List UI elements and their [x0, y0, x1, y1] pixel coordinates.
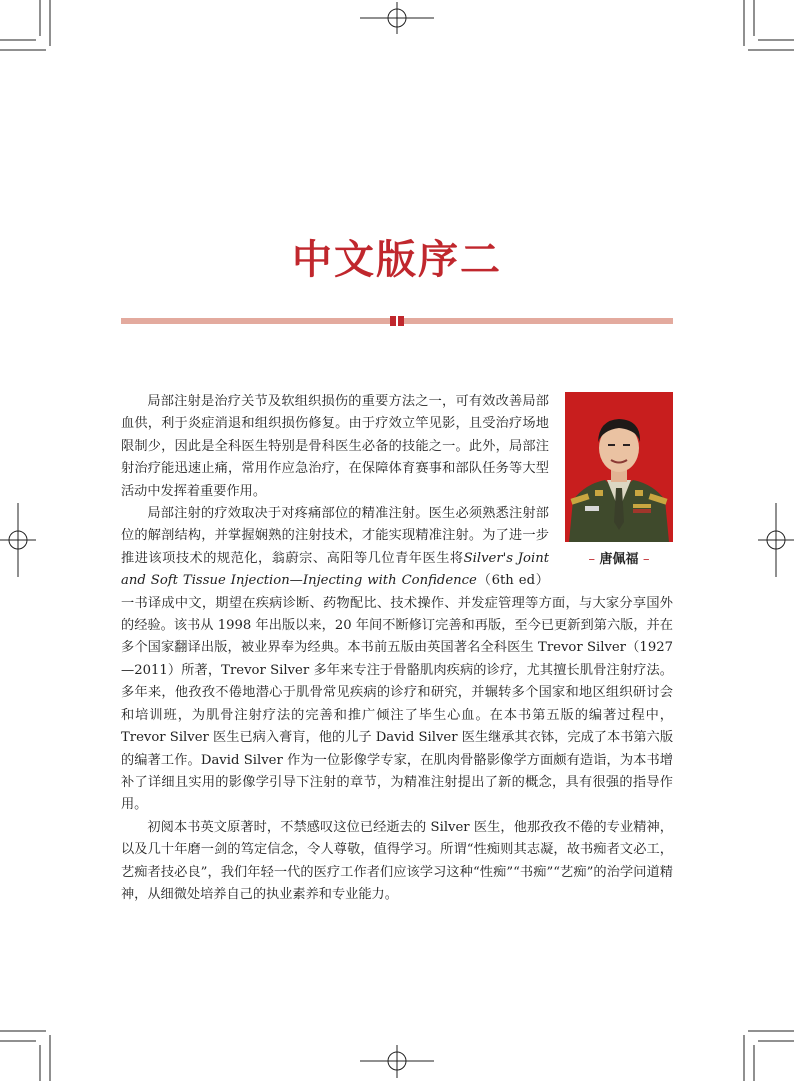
book-title-english: Silver's Joint and Soft Tissue Injection—Injecting with Confidence	[121, 550, 549, 589]
paragraph-2-text-continued: （6th ed）一书译成中文，期望在疾病诊断、药物配比、技术操作、并发症管理等方面，与大家分享国外的经验。该书从 1998 年出版以来，20 年间不断修订完善和再版，至今已更新到第六版，并在多个国家翻译出版，被业界奉为经典。本书前五版由英国著名全科医生 Trevor Silver（1927—2011）所著，Trevor Silver 多年来专注于骨骼肌肉疾病的诊疗，尤其擅长肌骨注射疗法。多年来，他孜孜不倦地潜心于肌骨常见疾病的诊疗和研究，并辗转多个国家和地区组织研讨会和培训班，为肌骨注射疗法的完善和推广倾注了毕生心血。在本书第五版的编著过程中，Trevor Silver 医生已病入膏肓，他的儿子 David Silver 医生继承其衣钵，完成了本书第六版的编著工作。David Silver 作为一位影像学专家，在肌肉骨骼影像学方面颇有造诣，为本书增补了详细且实用的影像学引导下注射的章节，为精准注射提出了新的概念，具有很强的指导作用。	[121, 573, 673, 813]
divider-ornament	[390, 316, 404, 326]
paragraph-3	[121, 817, 673, 907]
photo-wrap-space	[549, 391, 673, 577]
paragraph-1-text: 局部注射是治疗关节及软组织损伤的重要方法之一，可有效改善局部血供，利于炎症消退和组织损伤修复。由于疗效立竿见影，且受治疗场地限制少，因此是全科医生特别是骨科医生必备的技能之一。此外，局部注射治疗能迅速止痛，常用作应急治疗，在保障体育赛事和部队任务等大型活动中发挥着重要作用。	[121, 394, 549, 499]
caption-dash: –	[588, 552, 595, 567]
preface-body	[121, 391, 673, 906]
caption-dash: –	[643, 552, 650, 567]
paragraph-3-text: 初阅本书英文原著时，不禁感叹这位已经逝去的 Silver 医生，他那孜孜不倦的专业精神，以及几十年磨一剑的笃定信念，令人尊敬，值得学习。所谓“性痴则其志凝，故书痴者文必工，艺痴者技必良”，我们年轻一代的医疗工作者们应该学习这种“性痴”“书痴”“艺痴”的治学问道精神，从细微处培养自己的执业素养和专业能力。	[121, 819, 673, 902]
caption-name: 唐佩福	[599, 552, 639, 567]
page-title: 中文版序二	[292, 236, 502, 283]
paragraph-2-text: 局部注射的疗效取决于对疼痛部位的精准注射。医生必须熟悉注射部位的解剖结构，并掌握娴熟的注射技术，才能实现精准注射。为了进一步推进该项技术的规范化，翁蔚宗、高阳等几位青年医生将	[121, 506, 549, 566]
